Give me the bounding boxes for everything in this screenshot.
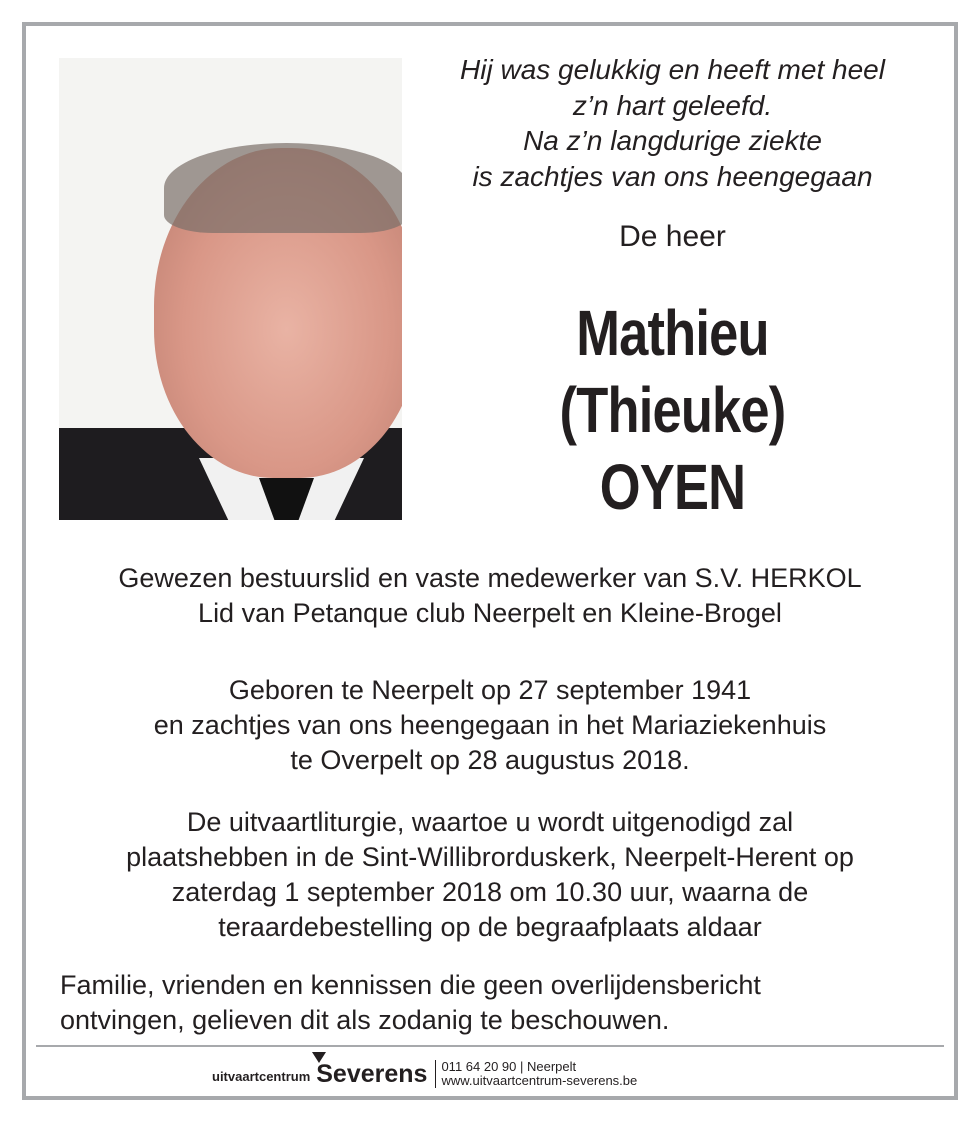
footer-prefix: uitvaartcentrum xyxy=(212,1069,311,1084)
footer-contact: 011 64 20 90 | Neerpelt xyxy=(441,1059,577,1074)
footer-website[interactable]: www.uitvaartcentrum-severens.be xyxy=(441,1073,638,1088)
funeral-home-footer xyxy=(212,1052,637,1088)
role-line: Gewezen bestuurslid en vaste medewerker van S.V. HERKOL xyxy=(118,563,862,593)
name-line1: Mathieu (Thieuke) xyxy=(559,297,786,446)
poem-line: z’n hart geleefd. xyxy=(572,89,773,121)
poem-line: Na z’n langdurige ziekte xyxy=(523,125,822,156)
portrait-photo xyxy=(59,58,402,520)
role-line: Lid van Petanque club Neerpelt en Kleine-Brogel xyxy=(198,598,782,628)
footer-info xyxy=(435,1060,637,1088)
brand-text: Severens xyxy=(316,1060,428,1088)
funeral-line: teraardebestelling op de begraafplaats aldaar xyxy=(218,912,762,942)
footer-brand xyxy=(316,1060,427,1088)
triangle-icon xyxy=(312,1052,326,1063)
name-line2: OYEN xyxy=(599,451,746,523)
notice xyxy=(60,968,960,1038)
funeral-line: zaterdag 1 september 2018 om 10.30 uur, waarna de xyxy=(171,877,809,907)
footer-divider xyxy=(36,1045,944,1047)
notice-line: ontvingen, gelieven dit als zodanig te beschouwen. xyxy=(60,1005,670,1035)
poem xyxy=(410,52,935,194)
birth-death xyxy=(40,673,940,778)
birth-line: en zachtjes van ons heengegaan in het Mariaziekenhuis xyxy=(153,710,827,740)
poem-line: Hij was gelukkig en heeft met heel xyxy=(460,54,885,85)
deceased-name xyxy=(457,295,888,526)
funeral-info xyxy=(40,805,940,945)
roles xyxy=(40,561,940,631)
birth-line: Geboren te Neerpelt op 27 september 1941 xyxy=(228,675,752,705)
birth-line: te Overpelt op 28 augustus 2018. xyxy=(290,745,690,775)
funeral-line: De uitvaartliturgie, waartoe u wordt uitgenodigd zal xyxy=(186,807,794,837)
notice-line: Familie, vrienden en kennissen die geen overlijdensbericht xyxy=(60,970,761,1000)
funeral-line: plaatshebben in de Sint-Willibrorduskerk, Neerpelt-Herent op xyxy=(126,842,854,872)
poem-line: is zachtjes van ons heengegaan xyxy=(472,160,873,192)
title: De heer xyxy=(619,220,726,253)
